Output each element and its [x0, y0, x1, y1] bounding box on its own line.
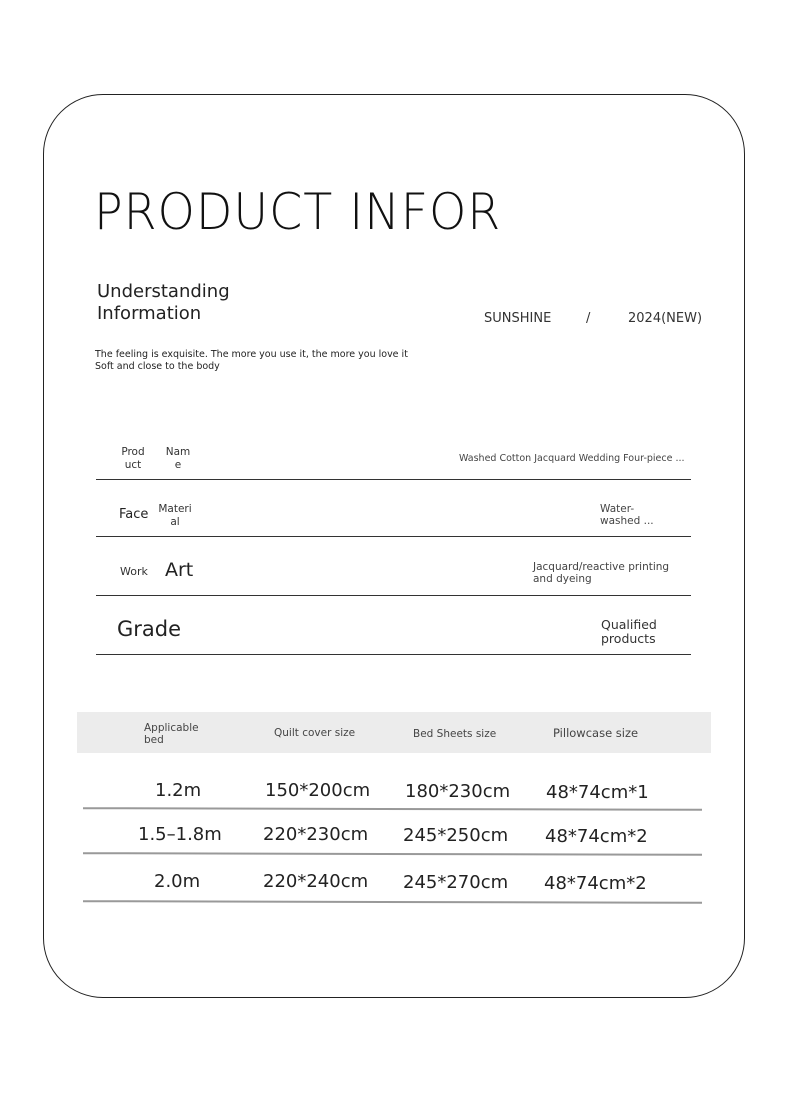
spec-grade-value-1: Qualified: [601, 617, 657, 632]
header-applicable-bed-1: Applicable: [144, 722, 199, 734]
brand-name: SUNSHINE: [484, 311, 552, 326]
spec-face-value-1: Water-: [600, 503, 635, 515]
tagline-line-2: Soft and close to the body: [95, 361, 220, 372]
spec-divider: [96, 536, 691, 537]
spec-work-label-a: Work: [120, 565, 148, 578]
spec-product-value: Washed Cotton Jacquard Wedding Four-piece ...: [459, 453, 685, 464]
spec-divider: [96, 595, 691, 596]
spec-face-label-b-2: al: [170, 516, 180, 528]
spec-face-label-a: Face: [119, 507, 149, 522]
spec-face-label-b: [155, 503, 195, 529]
row-3-quilt: 220*240cm: [263, 871, 369, 892]
row-1-pillow: 48*74cm*1: [546, 782, 649, 803]
subtitle-line-1: Understanding: [97, 281, 230, 302]
spec-grade-value-2: products: [601, 631, 656, 646]
header-quilt-cover-size: Quilt cover size: [274, 727, 356, 739]
spec-product-label-a-2: uct: [124, 459, 142, 471]
spec-grade-label: Grade: [117, 617, 182, 641]
spec-face-label-b-1: Materi: [158, 503, 192, 515]
row-3-pillow: 48*74cm*2: [544, 873, 647, 894]
row-3-bed: 2.0m: [154, 871, 201, 892]
header-bed-sheets-size: Bed Sheets size: [413, 728, 497, 740]
brand-year: 2024(NEW): [628, 311, 703, 326]
spec-product-label-a-1: Prod: [121, 446, 145, 458]
spec-grade-value: [601, 618, 657, 646]
spec-face-value: [600, 503, 654, 527]
section-subtitle: [97, 281, 230, 325]
spec-work-label-b: Art: [165, 559, 194, 581]
row-1-quilt: 150*200cm: [265, 780, 371, 801]
spec-product-label-a: [116, 446, 150, 472]
spec-divider: [96, 479, 691, 480]
spec-product-label-b-1: Nam: [165, 446, 191, 458]
spec-product-label-b-2: e: [174, 459, 182, 471]
header-pillowcase-size: Pillowcase size: [553, 726, 639, 740]
spec-work-value-1: Jacquard/reactive printing: [533, 561, 670, 573]
row-2-quilt: 220*230cm: [263, 824, 369, 845]
row-2-bed: 1.5–1.8m: [138, 824, 222, 845]
spec-work-value-2: and dyeing: [533, 573, 592, 585]
spec-work-value: [533, 561, 669, 585]
subtitle-line-2: Information: [97, 303, 202, 324]
tagline: [95, 349, 408, 373]
row-2-pillow: 48*74cm*2: [545, 826, 648, 847]
page-title: PRODUCT INFOR: [94, 183, 502, 241]
header-applicable-bed: [144, 722, 199, 746]
row-1-bed: 1.2m: [155, 780, 202, 801]
brand-separator: /: [586, 311, 591, 326]
header-applicable-bed-2: bed: [144, 734, 164, 746]
spec-divider: [96, 654, 691, 655]
row-3-sheets: 245*270cm: [403, 872, 509, 893]
row-2-sheets: 245*250cm: [403, 825, 509, 846]
spec-product-label-b: [161, 446, 195, 472]
spec-face-value-2: washed ...: [600, 515, 654, 527]
row-1-sheets: 180*230cm: [405, 781, 511, 802]
tagline-line-1: The feeling is exquisite. The more you use it, the more you love it: [95, 349, 408, 360]
